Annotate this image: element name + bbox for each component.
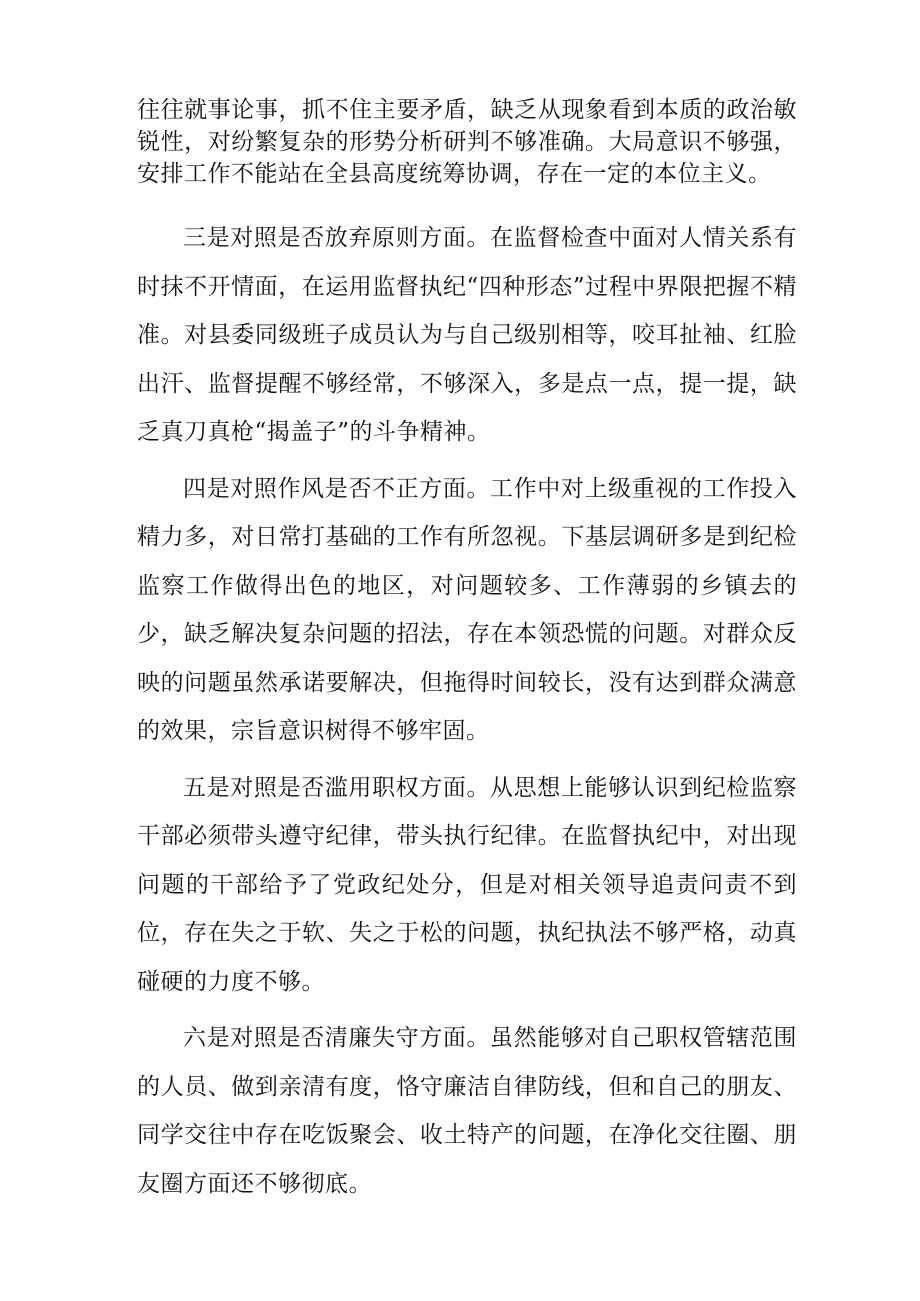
paragraph-continuation: 往往就事论事，抓不住主要矛盾，缺乏从现象看到本质的政治敏锐性，对纷繁复杂的形势分析研判不够准确。大局意识不够强，安排工作不能站在全县高度统筹协调，存在一定的本位主义。 [137,97,797,187]
paragraph-abuse-of-power: 五是对照是否滥用职权方面。从思想上能够认识到纪检监察干部必须带头遵守纪律，带头执行纪律。在监督执纪中，对出现问题的干部给予了党政纪处分，但是对相关领导追责问责不到位，存在失之于软、失之于松的问题，执纪执法不够严格，动真碰硬的力度不够。 [137,774,797,995]
document-body [137,94,797,1216]
paragraph-principle: 三是对照是否放弃原则方面。在监督检查中面对人情关系有时抹不开情面，在运用监督执纪“四种形态”过程中界限把握不精准。对县委同级班子成员认为与自己级别相等，咬耳扯袖、红脸出汗、监督提醒不够经常，不够深入，多是点一点，提一提，缺乏真刀真枪“揭盖子”的斗争精神。 [137,225,797,445]
paragraph-work-style: 四是对照作风是否不正方面。工作中对上级重视的工作投入精力多，对日常打基础的工作有所忽视。下基层调研多是到纪检监察工作做得出色的地区，对问题较多、工作薄弱的乡镇去的少，缺乏解决复杂问题的招法，存在本领恐慌的问题。对群众反映的问题虽然承诺要解决，但拖得时间较长，没有达到群众满意的效果，宗旨意识树得不够牢固。 [137,475,797,744]
paragraph-integrity: 六是对照是否清廉失守方面。虽然能够对自己职权管辖范围的人员、做到亲清有度，恪守廉洁自律防线，但和自己的朋友、同学交往中存在吃饭聚会、收土特产的问题，在净化交往圈、朋友圈方面还不够彻底。 [137,1025,797,1197]
